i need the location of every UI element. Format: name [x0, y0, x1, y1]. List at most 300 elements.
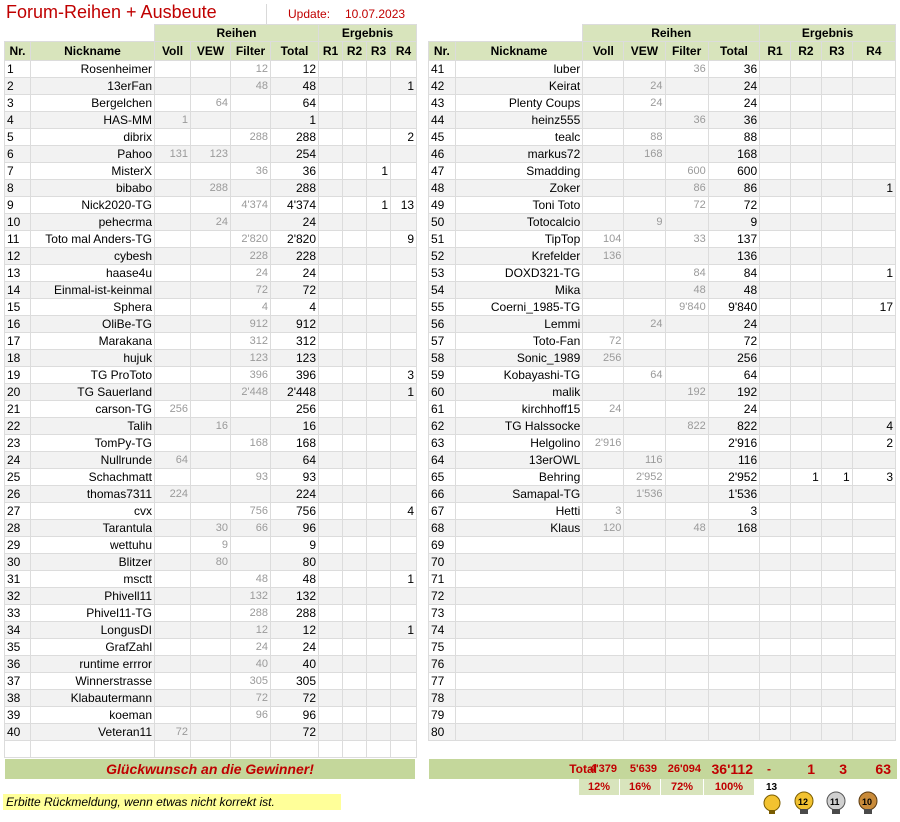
row-nr[interactable]: 6	[5, 146, 31, 163]
row-total[interactable]	[708, 554, 759, 571]
row-nr[interactable]: 77	[429, 673, 456, 690]
row-r4[interactable]	[391, 724, 417, 741]
row-r4[interactable]	[852, 163, 895, 180]
row-r4[interactable]	[852, 214, 895, 231]
row-r3[interactable]	[367, 435, 391, 452]
row-voll[interactable]	[155, 214, 191, 231]
row-r4[interactable]: 17	[852, 299, 895, 316]
row-vew[interactable]: 88	[624, 129, 665, 146]
row-total[interactable]: 72	[708, 197, 759, 214]
row-vew[interactable]	[624, 299, 665, 316]
row-filter[interactable]	[231, 418, 271, 435]
row-filter[interactable]: 4'374	[231, 197, 271, 214]
row-r2[interactable]	[343, 571, 367, 588]
row-r3[interactable]	[821, 78, 852, 95]
row-nr[interactable]: 29	[5, 537, 31, 554]
table-row[interactable]	[5, 537, 417, 554]
row-r3[interactable]	[367, 112, 391, 129]
row-r4[interactable]	[391, 639, 417, 656]
row-total[interactable]: 88	[708, 129, 759, 146]
row-voll[interactable]	[583, 282, 624, 299]
row-nr[interactable]: 5	[5, 129, 31, 146]
row-r4[interactable]	[852, 95, 895, 112]
row-filter[interactable]	[231, 401, 271, 418]
row-r1[interactable]	[319, 350, 343, 367]
row-vew[interactable]	[191, 571, 231, 588]
table-row[interactable]	[5, 452, 417, 469]
row-r3[interactable]	[367, 316, 391, 333]
row-nr[interactable]: 53	[429, 265, 456, 282]
row-r3[interactable]	[367, 724, 391, 741]
row-nr[interactable]: 61	[429, 401, 456, 418]
row-total[interactable]: 228	[271, 248, 319, 265]
row-r2[interactable]	[343, 520, 367, 537]
row-r1[interactable]	[319, 265, 343, 282]
row-voll[interactable]	[583, 197, 624, 214]
row-r2[interactable]	[343, 248, 367, 265]
row-r4[interactable]: 4	[391, 503, 417, 520]
row-r4[interactable]	[852, 605, 895, 622]
table-row[interactable]	[429, 350, 896, 367]
row-nickname[interactable]	[455, 673, 583, 690]
row-filter[interactable]: 24	[231, 639, 271, 656]
row-voll[interactable]	[583, 112, 624, 129]
row-nr[interactable]: 14	[5, 282, 31, 299]
row-r4[interactable]	[391, 316, 417, 333]
row-voll[interactable]	[583, 605, 624, 622]
table-row[interactable]	[429, 401, 896, 418]
row-nr[interactable]: 21	[5, 401, 31, 418]
row-filter[interactable]: 2'448	[231, 384, 271, 401]
row-total[interactable]: 116	[708, 452, 759, 469]
row-nr[interactable]: 57	[429, 333, 456, 350]
row-filter[interactable]: 756	[231, 503, 271, 520]
row-filter[interactable]: 84	[665, 265, 708, 282]
row-filter[interactable]	[665, 78, 708, 95]
row-total[interactable]: 84	[708, 265, 759, 282]
row-voll[interactable]	[583, 656, 624, 673]
row-r4[interactable]	[391, 401, 417, 418]
row-r3[interactable]	[821, 486, 852, 503]
row-vew[interactable]: 24	[624, 316, 665, 333]
row-r1[interactable]	[319, 503, 343, 520]
row-r3[interactable]	[367, 231, 391, 248]
row-r1[interactable]	[760, 367, 791, 384]
row-r3[interactable]	[821, 316, 852, 333]
row-r1[interactable]	[760, 265, 791, 282]
row-r3[interactable]	[367, 622, 391, 639]
table-row[interactable]	[5, 231, 417, 248]
col-header-r3[interactable]: R3	[821, 42, 852, 61]
col-header-r4[interactable]: R4	[852, 42, 895, 61]
row-r4[interactable]	[391, 469, 417, 486]
row-voll[interactable]	[155, 367, 191, 384]
row-total[interactable]: 756	[271, 503, 319, 520]
row-total[interactable]: 288	[271, 129, 319, 146]
row-r4[interactable]	[852, 622, 895, 639]
row-filter[interactable]	[665, 435, 708, 452]
row-total[interactable]	[708, 537, 759, 554]
row-voll[interactable]	[155, 61, 191, 78]
row-vew[interactable]	[191, 724, 231, 741]
row-r4[interactable]	[391, 554, 417, 571]
row-r1[interactable]	[760, 214, 791, 231]
row-total[interactable]: 36	[271, 163, 319, 180]
table-row[interactable]	[5, 248, 417, 265]
row-r1[interactable]	[760, 605, 791, 622]
row-total[interactable]: 86	[708, 180, 759, 197]
row-r4[interactable]	[852, 673, 895, 690]
row-r3[interactable]	[821, 180, 852, 197]
row-voll[interactable]	[583, 537, 624, 554]
row-nr[interactable]: 20	[5, 384, 31, 401]
row-r3[interactable]	[367, 248, 391, 265]
row-voll[interactable]: 1	[155, 112, 191, 129]
row-r4[interactable]	[391, 452, 417, 469]
row-filter[interactable]	[665, 469, 708, 486]
row-r3[interactable]	[821, 265, 852, 282]
row-nr[interactable]: 32	[5, 588, 31, 605]
row-nickname[interactable]	[455, 571, 583, 588]
row-nickname[interactable]: koeman	[31, 707, 155, 724]
row-r4[interactable]	[852, 486, 895, 503]
col-header-r2[interactable]: R2	[790, 42, 821, 61]
table-row[interactable]	[5, 129, 417, 146]
row-r3[interactable]	[367, 180, 391, 197]
row-nickname[interactable]: Toni Toto	[455, 197, 583, 214]
row-total[interactable]: 12	[271, 622, 319, 639]
row-total[interactable]: 96	[271, 520, 319, 537]
row-vew[interactable]	[624, 656, 665, 673]
row-r1[interactable]	[319, 520, 343, 537]
row-r3[interactable]	[367, 690, 391, 707]
row-filter[interactable]	[231, 95, 271, 112]
table-row[interactable]	[429, 214, 896, 231]
row-vew[interactable]	[624, 588, 665, 605]
row-nr[interactable]: 55	[429, 299, 456, 316]
row-nickname[interactable]: TipTop	[455, 231, 583, 248]
row-nickname[interactable]: Samapal-TG	[455, 486, 583, 503]
row-r1[interactable]	[760, 197, 791, 214]
row-filter[interactable]: 36	[231, 163, 271, 180]
row-vew[interactable]: 24	[191, 214, 231, 231]
row-voll[interactable]: 256	[155, 401, 191, 418]
row-nr[interactable]: 16	[5, 316, 31, 333]
row-r1[interactable]	[319, 605, 343, 622]
row-r4[interactable]	[391, 435, 417, 452]
table-row[interactable]	[5, 571, 417, 588]
row-total[interactable]: 136	[708, 248, 759, 265]
table-row[interactable]	[5, 486, 417, 503]
row-total[interactable]: 822	[708, 418, 759, 435]
table-row[interactable]	[429, 622, 896, 639]
col-header-vew[interactable]: VEW	[624, 42, 665, 61]
row-nr[interactable]: 68	[429, 520, 456, 537]
row-r1[interactable]	[760, 384, 791, 401]
table-row[interactable]	[429, 112, 896, 129]
row-r3[interactable]	[367, 78, 391, 95]
row-nr[interactable]: 69	[429, 537, 456, 554]
row-r1[interactable]	[760, 622, 791, 639]
table-row[interactable]	[429, 418, 896, 435]
row-r1[interactable]	[319, 452, 343, 469]
row-vew[interactable]: 24	[624, 78, 665, 95]
table-row[interactable]	[429, 537, 896, 554]
row-total[interactable]: 256	[708, 350, 759, 367]
row-r2[interactable]	[343, 265, 367, 282]
row-filter[interactable]: 12	[231, 61, 271, 78]
row-r1[interactable]	[319, 367, 343, 384]
row-r3[interactable]	[821, 367, 852, 384]
row-filter[interactable]: 288	[231, 605, 271, 622]
row-total[interactable]: 4	[271, 299, 319, 316]
row-filter[interactable]	[665, 707, 708, 724]
row-voll[interactable]	[583, 265, 624, 282]
row-voll[interactable]	[583, 554, 624, 571]
row-vew[interactable]	[624, 639, 665, 656]
row-filter[interactable]	[231, 486, 271, 503]
table-row[interactable]	[429, 707, 896, 724]
row-r1[interactable]	[760, 333, 791, 350]
row-r2[interactable]	[790, 503, 821, 520]
row-voll[interactable]	[155, 622, 191, 639]
row-r2[interactable]	[790, 520, 821, 537]
row-filter[interactable]: 48	[665, 282, 708, 299]
row-vew[interactable]: 80	[191, 554, 231, 571]
row-r2[interactable]	[343, 673, 367, 690]
row-vew[interactable]	[191, 248, 231, 265]
row-r3[interactable]	[367, 571, 391, 588]
row-voll[interactable]	[155, 333, 191, 350]
row-r2[interactable]	[790, 384, 821, 401]
row-r2[interactable]	[343, 231, 367, 248]
row-r2[interactable]	[343, 537, 367, 554]
row-nr[interactable]: 45	[429, 129, 456, 146]
row-filter[interactable]	[665, 129, 708, 146]
row-total[interactable]: 24	[708, 95, 759, 112]
row-nickname[interactable]: Schachmatt	[31, 469, 155, 486]
row-filter[interactable]: 72	[665, 197, 708, 214]
row-total[interactable]: 64	[271, 452, 319, 469]
row-total[interactable]: 48	[708, 282, 759, 299]
row-r2[interactable]	[790, 588, 821, 605]
row-nickname[interactable]: carson-TG	[31, 401, 155, 418]
row-r4[interactable]	[391, 163, 417, 180]
row-r4[interactable]	[852, 588, 895, 605]
row-total[interactable]: 3	[708, 503, 759, 520]
table-row[interactable]	[429, 503, 896, 520]
row-voll[interactable]	[155, 537, 191, 554]
row-filter[interactable]	[665, 639, 708, 656]
row-filter[interactable]: 132	[231, 588, 271, 605]
row-voll[interactable]	[155, 588, 191, 605]
table-row[interactable]	[5, 639, 417, 656]
row-vew[interactable]	[624, 520, 665, 537]
row-voll[interactable]	[155, 707, 191, 724]
row-r3[interactable]	[821, 350, 852, 367]
row-r4[interactable]	[852, 146, 895, 163]
row-voll[interactable]	[583, 707, 624, 724]
row-vew[interactable]	[191, 61, 231, 78]
row-total[interactable]	[708, 707, 759, 724]
row-filter[interactable]: 2'820	[231, 231, 271, 248]
row-r1[interactable]	[319, 639, 343, 656]
row-r3[interactable]	[821, 520, 852, 537]
row-nickname[interactable]: Marakana	[31, 333, 155, 350]
row-nr[interactable]: 8	[5, 180, 31, 197]
row-r1[interactable]	[760, 61, 791, 78]
row-filter[interactable]	[665, 401, 708, 418]
row-r1[interactable]	[319, 673, 343, 690]
row-voll[interactable]	[155, 248, 191, 265]
row-r1[interactable]	[760, 469, 791, 486]
table-row[interactable]	[429, 78, 896, 95]
table-row[interactable]	[5, 214, 417, 231]
row-r1[interactable]	[319, 129, 343, 146]
row-filter[interactable]	[665, 656, 708, 673]
row-r3[interactable]	[367, 95, 391, 112]
row-nr[interactable]: 43	[429, 95, 456, 112]
row-r3[interactable]	[367, 656, 391, 673]
row-vew[interactable]	[191, 452, 231, 469]
col-header-r4[interactable]: R4	[391, 42, 417, 61]
row-filter[interactable]: 228	[231, 248, 271, 265]
row-r2[interactable]	[343, 435, 367, 452]
row-voll[interactable]	[155, 639, 191, 656]
row-r2[interactable]	[790, 452, 821, 469]
row-voll[interactable]	[583, 724, 624, 741]
row-nickname[interactable]: Sphera	[31, 299, 155, 316]
row-vew[interactable]	[191, 282, 231, 299]
row-vew[interactable]	[191, 656, 231, 673]
table-row[interactable]	[429, 724, 896, 741]
row-r1[interactable]	[319, 180, 343, 197]
row-voll[interactable]: 72	[155, 724, 191, 741]
row-r3[interactable]	[821, 401, 852, 418]
row-filter[interactable]: 123	[231, 350, 271, 367]
row-total[interactable]: 288	[271, 605, 319, 622]
row-nr[interactable]: 4	[5, 112, 31, 129]
table-row[interactable]	[429, 452, 896, 469]
row-nr[interactable]: 30	[5, 554, 31, 571]
row-r4[interactable]	[852, 554, 895, 571]
row-filter[interactable]: 96	[231, 707, 271, 724]
row-vew[interactable]: 9	[191, 537, 231, 554]
row-filter[interactable]	[665, 486, 708, 503]
row-r2[interactable]	[790, 146, 821, 163]
row-total[interactable]: 132	[271, 588, 319, 605]
row-r1[interactable]	[760, 486, 791, 503]
row-r2[interactable]	[343, 350, 367, 367]
row-total[interactable]: 24	[271, 639, 319, 656]
row-r4[interactable]	[391, 673, 417, 690]
row-r3[interactable]	[367, 418, 391, 435]
row-nr[interactable]: 33	[5, 605, 31, 622]
row-vew[interactable]	[191, 163, 231, 180]
row-r3[interactable]: 1	[367, 197, 391, 214]
row-nr[interactable]: 65	[429, 469, 456, 486]
row-voll[interactable]	[155, 673, 191, 690]
col-header-nr[interactable]: Nr.	[429, 42, 456, 61]
row-r3[interactable]	[821, 248, 852, 265]
row-r2[interactable]	[343, 129, 367, 146]
row-r2[interactable]	[343, 554, 367, 571]
row-vew[interactable]	[191, 299, 231, 316]
row-voll[interactable]	[155, 384, 191, 401]
row-r4[interactable]	[391, 95, 417, 112]
row-total[interactable]: 24	[708, 78, 759, 95]
table-row[interactable]	[5, 316, 417, 333]
table-row[interactable]	[429, 333, 896, 350]
row-r1[interactable]	[760, 78, 791, 95]
row-r4[interactable]	[391, 112, 417, 129]
row-vew[interactable]	[624, 537, 665, 554]
row-vew[interactable]	[624, 282, 665, 299]
row-r1[interactable]	[760, 316, 791, 333]
row-filter[interactable]: 48	[231, 571, 271, 588]
row-vew[interactable]	[624, 690, 665, 707]
row-nr[interactable]: 44	[429, 112, 456, 129]
row-vew[interactable]	[624, 248, 665, 265]
table-row[interactable]	[5, 690, 417, 707]
row-nr[interactable]: 63	[429, 435, 456, 452]
row-voll[interactable]	[155, 180, 191, 197]
row-voll[interactable]	[155, 129, 191, 146]
row-nickname[interactable]: heinz555	[455, 112, 583, 129]
col-header-nickname[interactable]: Nickname	[455, 42, 583, 61]
row-nickname[interactable]	[455, 622, 583, 639]
row-filter[interactable]: 396	[231, 367, 271, 384]
row-nr[interactable]: 27	[5, 503, 31, 520]
row-r2[interactable]	[343, 486, 367, 503]
table-row[interactable]	[5, 520, 417, 537]
row-voll[interactable]	[155, 197, 191, 214]
row-vew[interactable]	[191, 78, 231, 95]
row-voll[interactable]	[155, 231, 191, 248]
row-nr[interactable]: 1	[5, 61, 31, 78]
row-nickname[interactable]: TG Sauerland	[31, 384, 155, 401]
row-filter[interactable]	[231, 214, 271, 231]
row-total[interactable]: 396	[271, 367, 319, 384]
row-r4[interactable]	[852, 333, 895, 350]
row-r2[interactable]	[790, 554, 821, 571]
row-nickname[interactable]: luber	[455, 61, 583, 78]
table-row[interactable]	[5, 282, 417, 299]
row-filter[interactable]	[665, 554, 708, 571]
row-nickname[interactable]: MisterX	[31, 163, 155, 180]
table-row[interactable]	[429, 690, 896, 707]
row-voll[interactable]	[583, 418, 624, 435]
row-nr[interactable]: 36	[5, 656, 31, 673]
row-nickname[interactable]: markus72	[455, 146, 583, 163]
row-nr[interactable]: 11	[5, 231, 31, 248]
row-total[interactable]: 48	[271, 571, 319, 588]
row-nickname[interactable]: 13erFan	[31, 78, 155, 95]
table-row[interactable]	[5, 78, 417, 95]
row-nr[interactable]: 25	[5, 469, 31, 486]
row-r3[interactable]	[821, 282, 852, 299]
table-row[interactable]	[5, 588, 417, 605]
row-filter[interactable]	[665, 95, 708, 112]
row-r4[interactable]	[852, 639, 895, 656]
row-r4[interactable]	[852, 520, 895, 537]
row-r2[interactable]	[790, 656, 821, 673]
row-r4[interactable]	[852, 350, 895, 367]
table-row[interactable]	[429, 316, 896, 333]
row-r2[interactable]	[790, 639, 821, 656]
row-filter[interactable]: 66	[231, 520, 271, 537]
row-total[interactable]: 80	[271, 554, 319, 571]
